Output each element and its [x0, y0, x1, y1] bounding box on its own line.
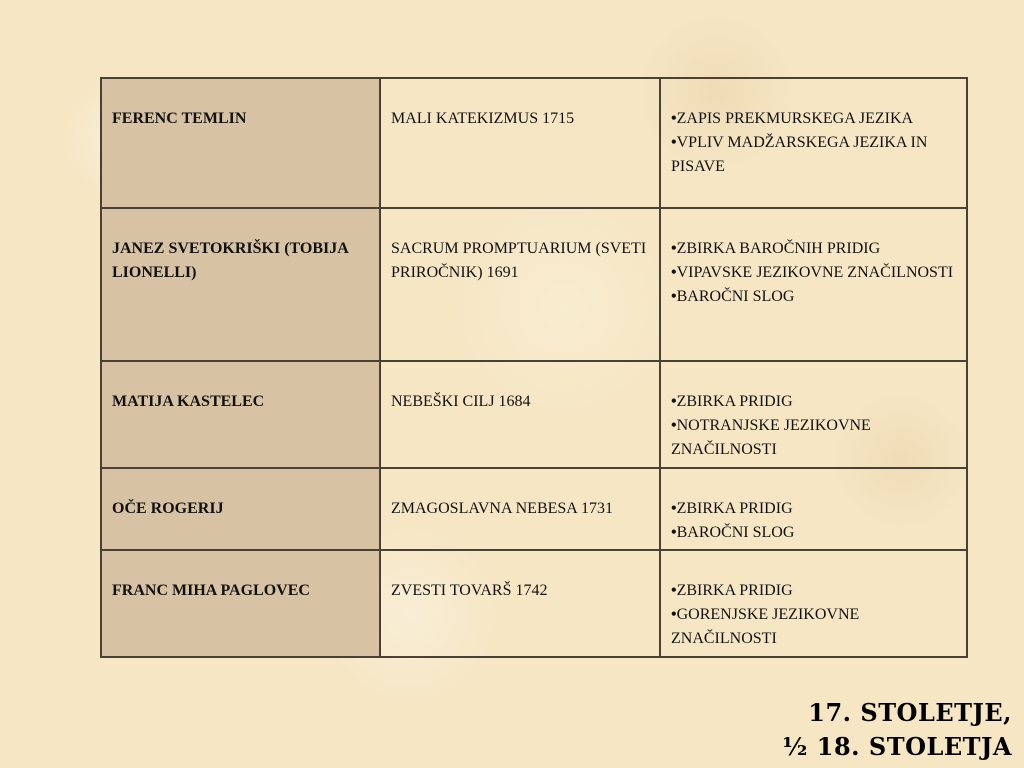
- title-line-2: ½ 18. STOLETJA: [782, 732, 1012, 761]
- bullet-icon: •: [671, 524, 677, 541]
- author-cell: [101, 361, 380, 468]
- bullet-icon: •: [671, 110, 677, 127]
- work-title: SACRUM PROMPTUARIUM (SVETI PRIROČNIK) 1691: [391, 240, 647, 281]
- author-cell: [101, 78, 380, 208]
- note-text: ZBIRKA PRIDIG: [676, 393, 793, 410]
- notes-list: [661, 469, 966, 545]
- note-text: ZAPIS PREKMURSKEGA JEZIKA: [676, 110, 914, 127]
- note-text: ZBIRKA PRIDIG: [676, 582, 793, 599]
- note-item: [671, 237, 960, 261]
- work-title: ZVESTI TOVARŠ 1742: [391, 582, 548, 599]
- work-title: NEBEŠKI CILJ 1684: [391, 393, 531, 410]
- bullet-icon: •: [671, 288, 677, 305]
- bullet-icon: •: [671, 393, 677, 410]
- note-item: [671, 603, 960, 651]
- notes-list: [661, 209, 966, 309]
- note-text: VIPAVSKE JEZIKOVNE ZNAČILNOSTI: [676, 264, 954, 281]
- author-cell: [101, 550, 380, 657]
- table-row: [101, 361, 967, 468]
- note-text: NOTRANJSKE JEZIKOVNE ZNAČILNOSTI: [671, 417, 871, 458]
- note-text: ZBIRKA BAROČNIH PRIDIG: [676, 240, 881, 257]
- bullet-icon: •: [671, 264, 677, 281]
- notes-cell: [660, 208, 967, 361]
- work-cell: [380, 78, 660, 208]
- note-text: BAROČNI SLOG: [676, 524, 795, 541]
- note-item: [671, 285, 960, 309]
- author-cell: [101, 208, 380, 361]
- note-item: [671, 497, 960, 521]
- bullet-icon: •: [671, 134, 677, 151]
- note-text: GORENJSKE JEZIKOVNE ZNAČILNOSTI: [671, 606, 860, 647]
- bullet-icon: •: [671, 417, 677, 434]
- work-cell: [380, 550, 660, 657]
- work-title: MALI KATEKIZMUS 1715: [391, 110, 575, 127]
- work-cell: [380, 208, 660, 361]
- note-item: [671, 261, 960, 285]
- author-name: FRANC MIHA PAGLOVEC: [112, 582, 310, 599]
- notes-cell: [660, 78, 967, 208]
- table-row: [101, 78, 967, 208]
- slide-title: [782, 696, 1012, 764]
- note-text: ZBIRKA PRIDIG: [676, 500, 793, 517]
- note-text: BAROČNI SLOG: [676, 288, 795, 305]
- bullet-icon: •: [671, 500, 677, 517]
- note-item: [671, 521, 960, 545]
- notes-cell: [660, 468, 967, 550]
- author-name: FERENC TEMLIN: [112, 110, 247, 127]
- table-row: [101, 208, 967, 361]
- title-line-1: 17. STOLETJE,: [808, 698, 1012, 727]
- notes-list: [661, 362, 966, 462]
- work-cell: [380, 468, 660, 550]
- note-item: [671, 390, 960, 414]
- literature-table: [100, 77, 968, 658]
- notes-list: [661, 79, 966, 179]
- notes-cell: [660, 550, 967, 657]
- bullet-icon: •: [671, 582, 677, 599]
- author-name: MATIJA KASTELEC: [112, 393, 265, 410]
- note-text: VPLIV MADŽARSKEGA JEZIKA IN PISAVE: [671, 134, 928, 175]
- bullet-icon: •: [671, 240, 677, 257]
- bullet-icon: •: [671, 606, 677, 623]
- note-item: [671, 131, 960, 179]
- notes-cell: [660, 361, 967, 468]
- table-row: [101, 468, 967, 550]
- notes-list: [661, 551, 966, 651]
- note-item: [671, 414, 960, 462]
- table-row: [101, 550, 967, 657]
- work-cell: [380, 361, 660, 468]
- note-item: [671, 579, 960, 603]
- work-title: ZMAGOSLAVNA NEBESA 1731: [391, 500, 613, 517]
- author-cell: [101, 468, 380, 550]
- author-name: OČE ROGERIJ: [112, 500, 224, 517]
- note-item: [671, 107, 960, 131]
- author-name: JANEZ SVETOKRIŠKI (TOBIJA LIONELLI): [112, 240, 348, 281]
